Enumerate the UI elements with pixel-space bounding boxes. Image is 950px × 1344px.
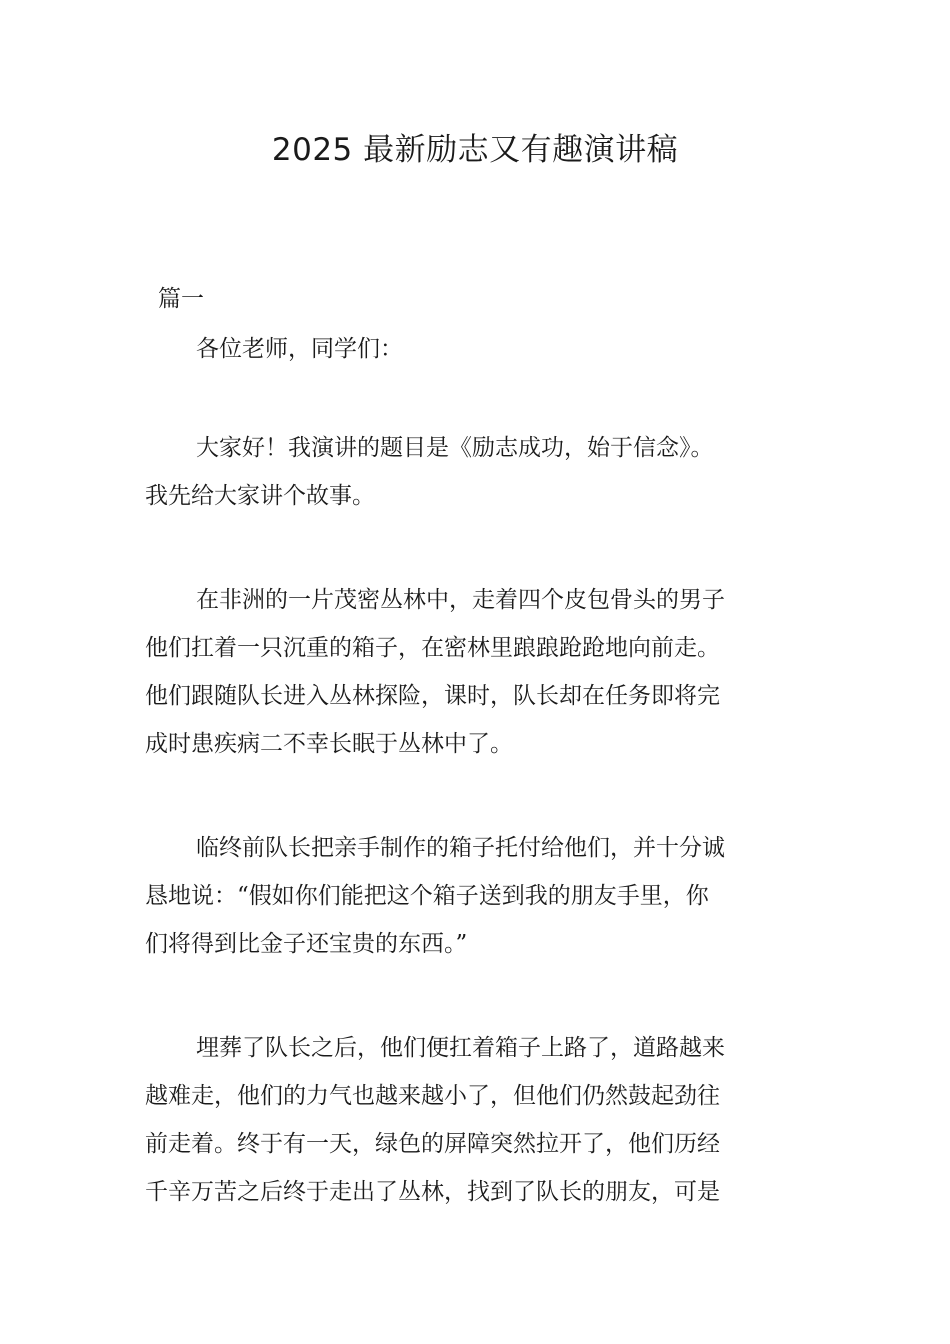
paragraph-line: 恳地说：“假如你们能把这个箱子送到我的朋友手里，你 <box>145 883 709 909</box>
paragraph-line: 千辛万苦之后终于走出了丛林，找到了队长的朋友，可是 <box>145 1179 720 1205</box>
paragraph-line: 他们扛着一只沉重的箱子，在密林里踉踉跄跄地向前走。 <box>145 635 720 661</box>
paragraph-4 <box>145 1024 806 1216</box>
paragraph-line: 大家好！我演讲的题目是《励志成功，始于信念》。 <box>196 435 714 461</box>
paragraph-line: 他们跟随队长进入丛林探险，课时，队长却在任务即将完 <box>145 683 720 709</box>
paragraph-line: 越难走，他们的力气也越来越小了，但他们仍然鼓起劲往 <box>145 1083 720 1109</box>
document-title: 2025 最新励志又有趣演讲稿 <box>271 132 679 168</box>
paragraph-line: 在非洲的一片茂密丛林中，走着四个皮包骨头的男子 <box>196 587 725 613</box>
paragraph-line: 前走着。终于有一天，绿色的屏障突然拉开了，他们历经 <box>145 1131 720 1157</box>
paragraph-3 <box>145 824 806 968</box>
greeting-line: 各位老师，同学们： <box>196 336 403 362</box>
section-label: 篇一 <box>158 286 204 312</box>
paragraph-1 <box>145 424 806 520</box>
paragraph-line: 成时患疾病二不幸长眠于丛林中了。 <box>145 731 513 757</box>
paragraph-line: 们将得到比金子还宝贵的东西。” <box>145 931 468 957</box>
paragraph-line: 我先给大家讲个故事。 <box>145 483 375 509</box>
paragraph-line: 临终前队长把亲手制作的箱子托付给他们，并十分诚 <box>196 835 725 861</box>
paragraph-line: 埋葬了队长之后，他们便扛着箱子上路了，道路越来 <box>196 1035 725 1061</box>
paragraph-2 <box>145 576 806 768</box>
